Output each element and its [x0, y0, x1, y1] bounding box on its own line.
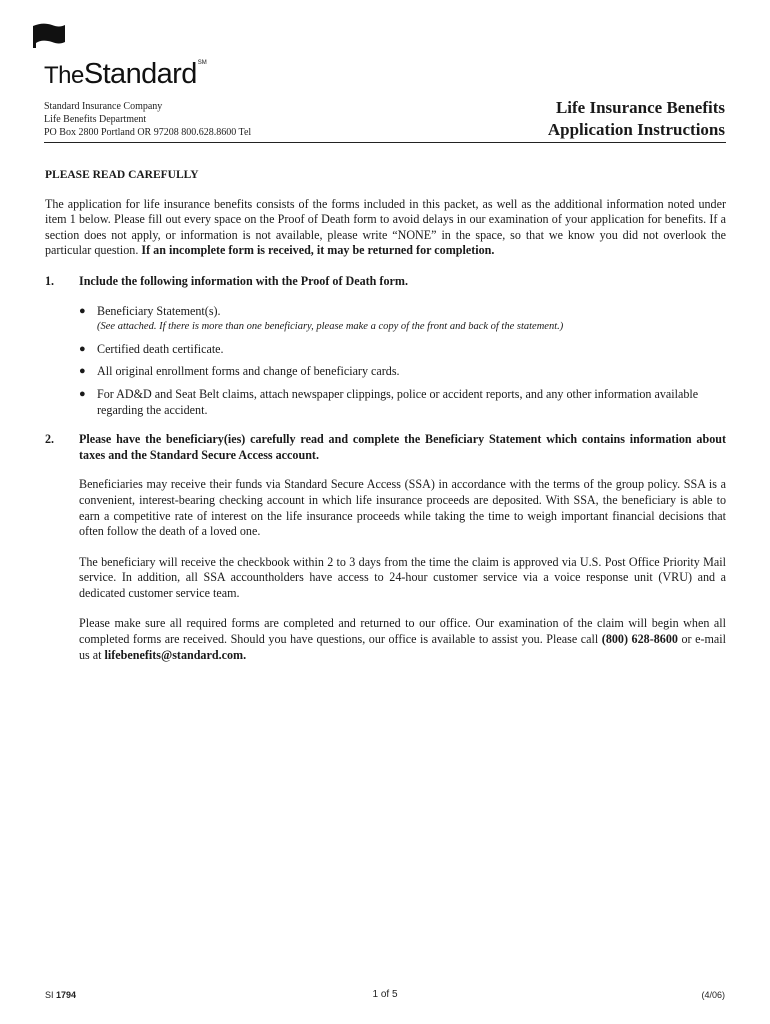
company-address: PO Box 2800 Portland OR 97208 800.628.8600 Tel: [44, 127, 252, 138]
list-item: ● Beneficiary Statement(s). (See attached. If there is more than one beneficiary, please make a copy of the front and back of the statement.): [79, 304, 726, 335]
bullet-icon: ●: [79, 387, 86, 400]
list-item: ● For AD&D and Seat Belt claims, attach newspaper clippings, police or accident reports, and any other information available regarding the accident.: [79, 386, 699, 417]
header-divider: [44, 142, 726, 143]
company-logo-flag-icon: [32, 22, 66, 48]
item-2-lead: Please have the beneficiary(ies) carefully read and complete the Beneficiary Statement which contains information about taxes and the Standard Secure Access account.: [79, 432, 726, 462]
item-number: 1.: [45, 273, 55, 288]
bullet-icon: ●: [79, 342, 86, 355]
contact-paragraph: Please make sure all required forms are completed and returned to our office. Our examination of the claim will begin when all completed forms are received. Should you have questions, our office is available to assist you. Please call (800) 628-8600 or e-mail us at lifebenefits@standard.com.: [79, 616, 727, 662]
item-number: 2.: [45, 432, 55, 447]
email-link[interactable]: lifebenefits@standard.com.: [104, 647, 247, 662]
checkbook-paragraph: The beneficiary will receive the checkbook within 2 to 3 days from the time the claim is approved via U.S. Post Office Priority Mail service. In addition, all SSA accountholders have access to 24-hour customer service via a voice response unit (VRU) and a dedicated customer service team.: [79, 554, 726, 600]
read-carefully-heading: PLEASE READ CAREFULLY: [45, 169, 199, 181]
list-item: ● All original enrollment forms and change of beneficiary cards.: [79, 364, 400, 379]
phone-number: (800) 628-8600: [601, 632, 678, 647]
document-title: Life Insurance Benefits Application Instructions: [547, 98, 725, 139]
form-number: SI 1794: [45, 990, 77, 1000]
required-documents-list: [79, 304, 726, 419]
bullet-icon: ●: [79, 365, 86, 378]
ssa-paragraph: Beneficiaries may receive their funds via Standard Secure Access (SSA) in accordance with the terms of the group policy. SSA is a convenient, interest-bearing checking account in which life insurance proceeds are deposited. With SSA, the beneficiary is able to earn a competitive rate of interest on the life insurance proceeds while taking the time to weigh important financial decisions that often follow the death of a loved one.: [79, 477, 726, 539]
instructions-body: [45, 168, 726, 678]
company-name: Standard Insurance Company: [44, 101, 163, 112]
revision-date: (4/06): [701, 990, 725, 1000]
instruction-item-1: [45, 274, 726, 418]
company-address-block: [44, 100, 251, 139]
beneficiary-note: (See attached. If there is more than one beneficiary, please make a copy of the front and back of the statement.): [97, 321, 564, 333]
instruction-item-2: [45, 432, 726, 663]
bullet-icon: ●: [79, 304, 86, 317]
intro-paragraph: The application for life insurance benefits consists of the forms included in this packet, as well as the additional information noted under item 1 below. Please fill out every space on the Proof of Death form to avoid delays in our examination of your application for benefits. If a section does not apply, or information is not available, please write “NONE” in the space, so that we know you did not overlook the particular question. If an incomplete form is received, it may be returned for completion.: [45, 196, 726, 258]
item-1-lead: Include the following information with the Proof of Death form.: [79, 273, 408, 288]
list-item: ● Certified death certificate.: [79, 341, 224, 356]
company-department: Life Benefits Department: [44, 114, 147, 125]
page-number: 1 of 5: [372, 989, 398, 1000]
company-logo-wordmark: TheStandard℠: [44, 58, 207, 90]
